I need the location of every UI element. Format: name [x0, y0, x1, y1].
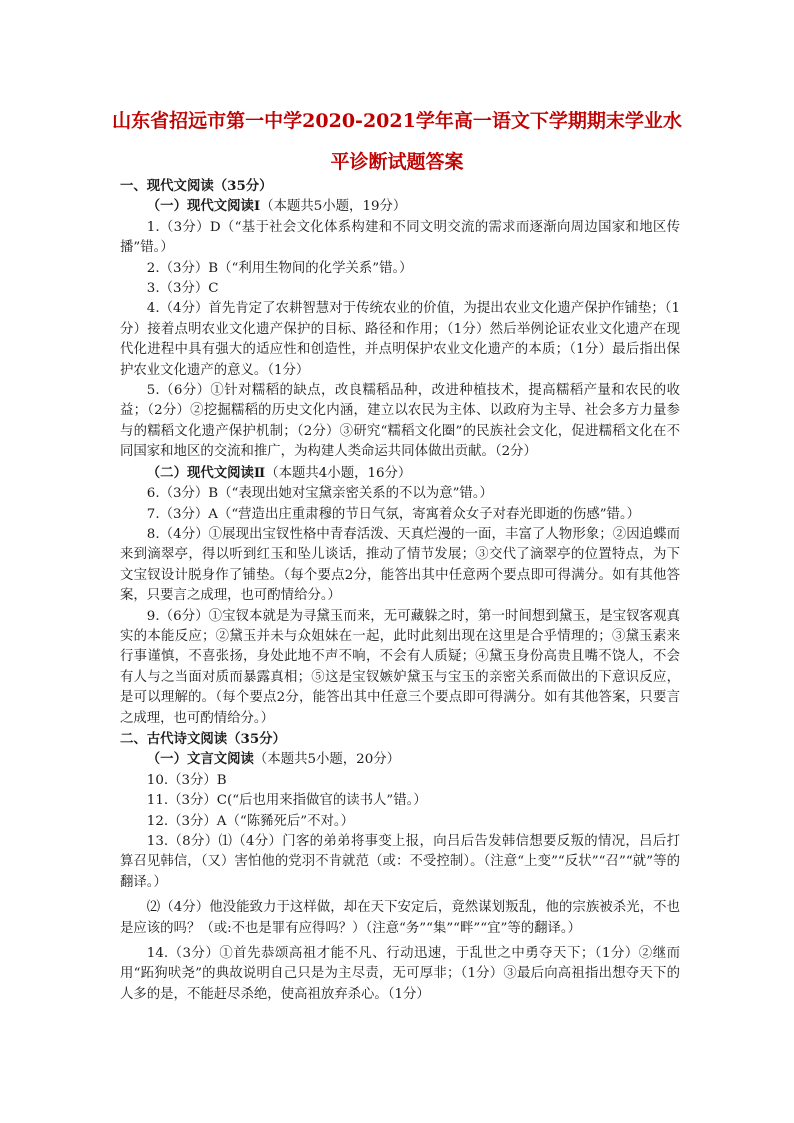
answer-7: 7.（3分）A（“营造出庄重肃穆的节日气氛，寄寓着众女子对春光即逝的伤感”错。）: [146, 506, 641, 522]
section-heading-modern-reading: 一、现代文阅读（35分）: [120, 178, 273, 194]
subsection-note: （本题共5小题，20分）: [253, 752, 400, 768]
answer-3: 3.（3分）C: [146, 281, 219, 297]
answer-9: 9.（6分）①宝钗本就是为寻黛玉而来，无可藏躲之时，第一时间想到黛玉，是宝钗客观真实的本能反应；②黛玉并未与众姐妹在一起，此时此刻出现在这里是合乎情理的；③黛玉素来行事谨慎，不喜张扬，身处此地不声不响，不会有人质疑；④黛玉身份高贵且嘴不饶人，不会有人与之当面对质而暴露真相；⑤这是宝钗嫉妒黛玉与宝玉的亲密关系而做出的下意识反应，是可以理解的。（每个要点2分，能答出其中任意三个要点即可得满分。如有其他答案，只要言之成理，也可酌情给分。）: [120, 608, 680, 726]
section-heading-classical-reading: 二、古代诗文阅读（35分）: [120, 730, 286, 747]
answer-13-part-2: ⑵（4分）他没能致力于这样做，却在天下安定后，竟然谋划叛乱，他的宗族被杀光，不也是应该的吗？（或:不也是罪有应得吗？）（注意“务”“集”“畔”“宜”等的翻译。）: [120, 900, 680, 936]
subsection-heading-modern-reading-2: [120, 463, 680, 484]
subsection-heading-classical-prose: [120, 749, 680, 770]
answer-5: 5.（6分）①针对糯稻的缺点，改良糯稻品种，改进种植技术，提高糯稻产量和农民的收益；（2分）②挖掘糯稻的历史文化内涵，建立以农民为主体、以政府为主导、社会多方力量参与的糯稻文化遗产保护机制；（2分）③研究“糯稻文化圈”的民族社会文化，促进糯稻文化在不同国家和地区的交流和推广，为构建人类命运共同体做出贡献。（2分）: [120, 383, 680, 460]
answer-1: 1.（3分）D（“基于社会文化体系构建和不同文明交流的需求而逐渐向周边国家和地区传播”错。）: [120, 219, 680, 256]
subsection-label: （二）现代文阅读Ⅱ: [146, 464, 266, 481]
answer-13-part-1: 13.（8分）⑴（4分）门客的弟弟将事变上报，向吕后告发韩信想要反叛的情况，吕后打算召见韩信，（又）害怕他的党羽不肯就范（或：不受控制）。（注意“上变”“反状”“召”“就”等的翻译。）: [120, 834, 680, 890]
answer-8: 8.（4分）①展现出宝钗性格中青春活泼、天真烂漫的一面，丰富了人物形象；②因追蝶而来到滴翠亭，得以听到红玉和坠儿谈话，推动了情节发展；③交代了滴翠亭的位置特点，为下文宝钗设计脱身作了铺垫。（每个要点2分，能答出其中任意两个要点即可得满分。如有其他答案，只要言之成理，也可酌情给分。）: [120, 526, 680, 604]
subsection-label: （一）文言文阅读: [146, 751, 254, 768]
answer-content: [120, 176, 680, 1005]
answer-2: 2.（3分）B（“利用生物间的化学关系”错。）: [146, 260, 413, 276]
subsection-label: （一）现代文阅读Ⅰ: [146, 198, 261, 215]
answer-12: 12.（3分）A（“陈豨死后”不对。）: [146, 813, 354, 829]
subsection-heading-modern-reading-1: [120, 196, 680, 217]
answer-11: 11.（3分）C(“后也用来指做官的读书人”错。）: [146, 793, 427, 809]
document-title-line-2: 平诊断试题答案: [330, 151, 464, 173]
answer-6: 6.（3分）B（“表现出她对宝黛亲密关系的不以为意”错。）: [146, 486, 493, 502]
subsection-note: （本题共5小题，19分）: [260, 199, 407, 215]
answer-10: 10.（3分）B: [146, 772, 227, 788]
answer-14: 14.（3分）①首先恭颂高祖才能不凡、行动迅速，于乱世之中勇夺天下；（1分）②继而用“跖狗吠尧”的典故说明自己只是为主尽责，无可厚非；（1分）③最后向高祖指出想夺天下的人多的是，不能赶尽杀绝，使高祖放弃杀心。（1分）: [120, 946, 680, 1002]
document-title-line-1: 山东省招远市第一中学2020-2021学年高一语文下学期期末学业水: [112, 110, 682, 132]
subsection-note: （本题共4小题，16分）: [265, 465, 412, 481]
answer-4: 4.（4分）首先肯定了农耕智慧对于传统农业的价值，为提出农业文化遗产保护作铺垫；（1分）接着点明农业文化遗产保护的目标、路径和作用；（1分）然后举例论证农业文化遗产在现代化进程中具有强大的适应性和创造性，并点明保护农业文化遗产的本质；（1分）最后指出保护农业文化遗产的意义。（1分）: [120, 301, 680, 378]
